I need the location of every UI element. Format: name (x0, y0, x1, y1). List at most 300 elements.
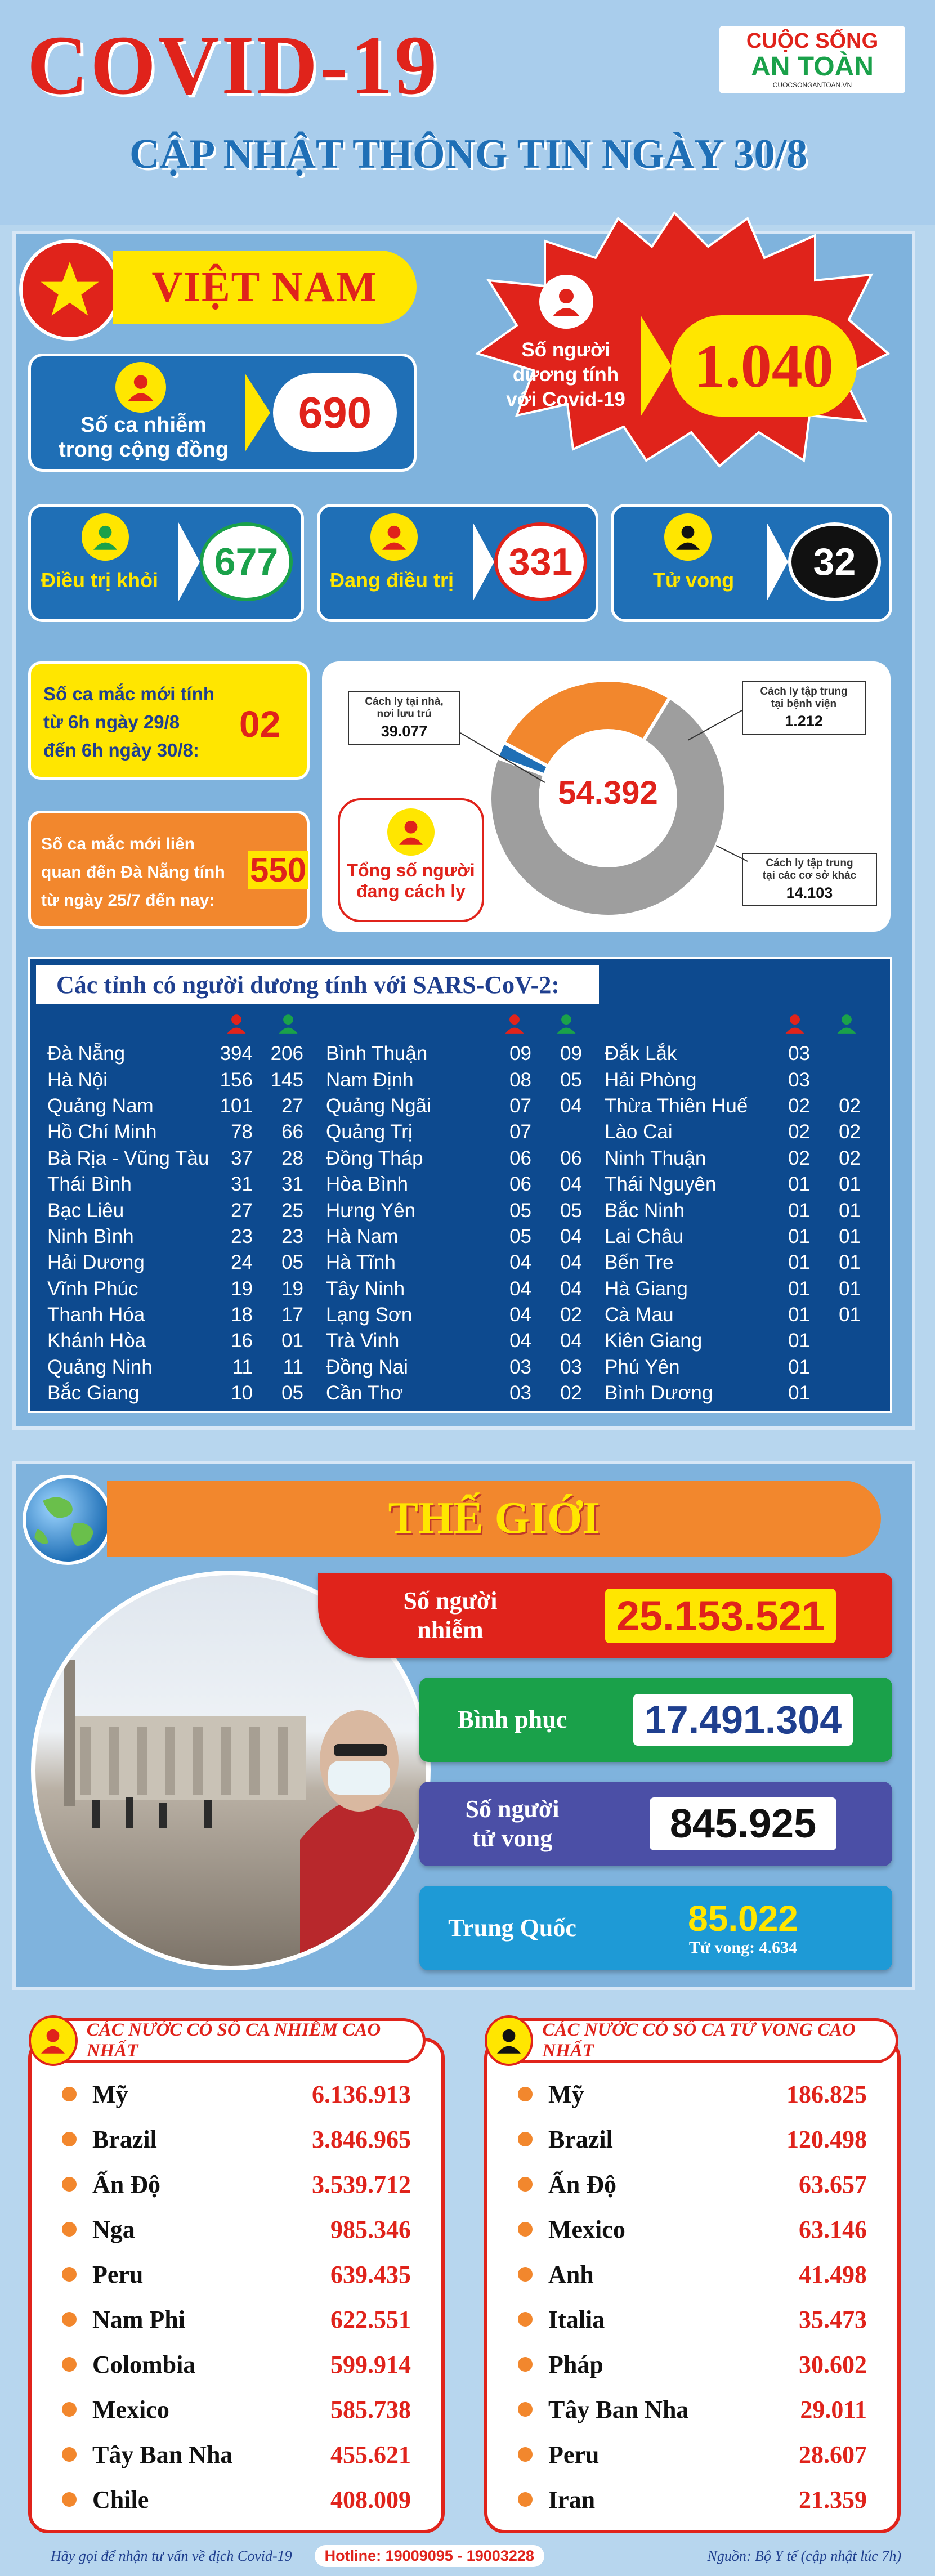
province-row (605, 1146, 861, 1171)
new-cases-panel (28, 661, 310, 780)
footer-hotline: Hotline: 19009095 - 19003228 (315, 2545, 544, 2567)
country-value: 41.498 (799, 2260, 867, 2288)
province-recovered: 01 (839, 1173, 861, 1196)
facility-isolation-callout: Cách ly tập trung tại các cơ sở khác 14.103 (742, 853, 877, 906)
province-infected: 16 (231, 1330, 253, 1352)
province-infected: 01 (788, 1356, 810, 1378)
province-name: Kiên Giang (605, 1330, 703, 1352)
province-row (605, 1119, 861, 1145)
bullet-icon (518, 2267, 533, 2282)
ranking-row (518, 2432, 867, 2477)
province-name: Bình Dương (605, 1382, 713, 1405)
province-name: Quảng Trị (326, 1121, 413, 1143)
provinces-column-2 (326, 1041, 582, 1406)
ranking-row (62, 2387, 411, 2432)
country-value: 63.146 (799, 2215, 867, 2243)
country-name: Anh (548, 2260, 594, 2288)
new-cases-value: 02 (239, 703, 281, 745)
province-infected: 78 (231, 1121, 253, 1143)
country-value: 408.009 (330, 2485, 411, 2514)
bullet-icon (62, 2177, 77, 2192)
province-row (326, 1197, 582, 1223)
province-row (47, 1302, 303, 1328)
bullet-icon (518, 2087, 533, 2101)
deaths-panel (611, 504, 892, 622)
province-name: Bà Rịa - Vũng Tàu (47, 1147, 209, 1169)
province-row (605, 1067, 861, 1093)
province-name: Hòa Bình (326, 1173, 408, 1196)
province-infected: 01 (788, 1199, 810, 1222)
world-title: THẾ GIỚI (388, 1493, 600, 1543)
top-cases-user-icon (29, 2015, 78, 2066)
total-value-box (671, 315, 857, 417)
provinces-column-3 (605, 1041, 861, 1406)
province-recovered: 05 (560, 1199, 582, 1222)
col2-recovered-icon (554, 1011, 579, 1039)
province-recovered: 05 (281, 1251, 303, 1274)
province-infected: 02 (788, 1121, 810, 1143)
province-row (326, 1224, 582, 1250)
province-recovered: 02 (839, 1121, 861, 1143)
ranking-row (518, 2117, 867, 2162)
province-recovered: 04 (560, 1277, 582, 1300)
china-row: Trung Quốc 85.022 Tử vong: 4.634 (419, 1886, 892, 1970)
country-value: 21.359 (799, 2485, 867, 2514)
province-infected: 04 (509, 1330, 531, 1352)
province-row (326, 1276, 582, 1302)
province-recovered: 11 (283, 1356, 303, 1378)
country-name: Tây Ban Nha (548, 2395, 689, 2423)
province-name: Hải Dương (47, 1251, 145, 1274)
province-row (47, 1276, 303, 1302)
province-recovered: 03 (560, 1356, 582, 1378)
province-name: Quảng Ninh (47, 1356, 153, 1378)
community-value-box (273, 373, 397, 452)
province-recovered: 01 (839, 1304, 861, 1326)
province-row (605, 1197, 861, 1223)
bullet-icon (518, 2492, 533, 2507)
world-deaths-value: 845.925 (650, 1797, 836, 1850)
province-name: Phú Yên (605, 1356, 680, 1378)
logo (719, 26, 905, 93)
province-name: Đắk Lắk (605, 1043, 677, 1065)
province-name: Quảng Nam (47, 1094, 154, 1117)
country-name: Mexico (548, 2215, 625, 2243)
province-row (605, 1276, 861, 1302)
ranking-row (518, 2297, 867, 2342)
province-infected: 01 (788, 1251, 810, 1274)
province-row (47, 1354, 303, 1380)
country-value: 3.539.712 (312, 2170, 411, 2198)
province-recovered: 28 (281, 1147, 303, 1169)
facility-isolation-value: 14.103 (786, 884, 833, 901)
province-name: Lào Cai (605, 1121, 673, 1143)
province-recovered: 145 (270, 1068, 303, 1091)
province-recovered: 31 (281, 1173, 303, 1196)
total-label: Số người dương tính với Covid-19 (506, 339, 625, 410)
province-row (47, 1119, 303, 1145)
footer (0, 2536, 935, 2576)
province-name: Trà Vinh (326, 1330, 400, 1352)
province-row (47, 1224, 303, 1250)
province-recovered: 23 (281, 1225, 303, 1247)
province-recovered: 01 (839, 1199, 861, 1222)
bullet-icon (518, 2132, 533, 2146)
bullet-icon (62, 2447, 77, 2462)
country-name: Mexico (92, 2395, 169, 2423)
province-row (605, 1041, 861, 1067)
province-name: Ninh Bình (47, 1225, 134, 1247)
country-name: Colombia (92, 2350, 196, 2378)
ranking-row (62, 2252, 411, 2297)
provinces-panel (28, 957, 892, 1413)
top-cases-header (32, 2018, 426, 2063)
country-name: Nga (92, 2215, 135, 2243)
col3-recovered-icon (834, 1011, 859, 1039)
province-infected: 01 (788, 1304, 810, 1326)
province-recovered: 04 (560, 1173, 582, 1196)
isolated-user-icon (387, 808, 435, 856)
ranking-row (62, 2117, 411, 2162)
country-name: Italia (548, 2305, 605, 2333)
ranking-row (518, 2477, 867, 2522)
province-infected: 06 (509, 1173, 531, 1196)
province-row (605, 1171, 861, 1197)
province-recovered: 01 (839, 1225, 861, 1247)
provinces-title: Các tỉnh có người dương tính với SARS-CoV-2: (56, 971, 560, 999)
ranking-row (62, 2432, 411, 2477)
province-infected: 05 (509, 1199, 531, 1222)
country-value: 30.602 (799, 2350, 867, 2378)
province-infected: 01 (788, 1225, 810, 1247)
ranking-row (62, 2162, 411, 2207)
province-name: Hà Nội (47, 1068, 108, 1091)
recovered-value: 677 (200, 522, 293, 601)
globe-icon (23, 1475, 113, 1565)
bullet-icon (62, 2267, 77, 2282)
country-value: 585.738 (330, 2395, 411, 2423)
province-name: Cà Mau (605, 1304, 674, 1326)
province-name: Hải Phòng (605, 1068, 697, 1091)
treating-panel (317, 504, 598, 622)
province-recovered (810, 1380, 861, 1406)
country-name: Ấn Độ (548, 2170, 617, 2198)
province-recovered: 02 (839, 1147, 861, 1169)
provinces-column-1 (47, 1041, 303, 1406)
home-isolation-callout: Cách ly tại nhà, nơi lưu trú 39.077 (348, 691, 460, 745)
province-recovered (810, 1041, 861, 1067)
country-value: 3.846.965 (312, 2125, 411, 2153)
province-infected: 10 (231, 1382, 253, 1405)
treating-label: Đang điều trị (330, 569, 454, 592)
isolation-total-value: 54.392 (558, 775, 658, 811)
province-infected: 03 (509, 1382, 531, 1405)
danang-panel (28, 811, 310, 929)
top-cases-list (62, 2072, 411, 2522)
country-value: 120.498 (786, 2125, 867, 2153)
province-name: Bắc Giang (47, 1382, 140, 1405)
province-row (326, 1250, 582, 1276)
province-recovered (810, 1328, 861, 1354)
country-name: Ấn Độ (92, 2170, 161, 2198)
isolated-total-box: Tổng số người đang cách ly (338, 798, 484, 922)
china-deaths: Tử vong: 4.634 (688, 1938, 798, 1957)
province-infected: 05 (509, 1225, 531, 1247)
country-name: Chile (92, 2485, 149, 2514)
country-name: Nam Phi (92, 2305, 185, 2333)
bullet-icon (518, 2312, 533, 2327)
bullet-icon (518, 2357, 533, 2372)
province-name: Cần Thơ (326, 1382, 404, 1405)
province-row (47, 1250, 303, 1276)
col1-recovered-icon (276, 1011, 301, 1039)
province-recovered: 05 (560, 1068, 582, 1091)
country-value: 35.473 (799, 2305, 867, 2333)
province-infected: 09 (509, 1043, 531, 1065)
treating-user-icon (370, 513, 418, 561)
bullet-icon (62, 2087, 77, 2101)
province-row (47, 1041, 303, 1067)
province-row (605, 1302, 861, 1328)
col3-infected-icon (782, 1011, 807, 1039)
country-value: 28.607 (799, 2440, 867, 2468)
province-row (47, 1328, 303, 1354)
province-infected: 02 (788, 1147, 810, 1169)
province-recovered: 02 (560, 1304, 582, 1326)
country-name: Pháp (548, 2350, 603, 2378)
country-value: 599.914 (330, 2350, 411, 2378)
bullet-icon (518, 2222, 533, 2237)
province-infected: 01 (788, 1330, 810, 1352)
province-infected: 03 (788, 1043, 810, 1065)
province-infected: 08 (509, 1068, 531, 1091)
bullet-icon (62, 2312, 77, 2327)
province-infected: 01 (788, 1382, 810, 1405)
province-name: Thái Bình (47, 1173, 132, 1196)
ranking-row (62, 2342, 411, 2387)
province-name: Thanh Hóa (47, 1304, 145, 1326)
province-row (605, 1380, 861, 1406)
country-value: 622.551 (330, 2305, 411, 2333)
top-deaths-list (518, 2072, 867, 2522)
province-recovered: 02 (560, 1382, 582, 1405)
province-recovered: 01 (839, 1251, 861, 1274)
footer-source: Nguồn: Bộ Y tế (cập nhật lúc 7h) (707, 2547, 901, 2564)
province-recovered (810, 1067, 861, 1093)
province-name: Bạc Liêu (47, 1199, 124, 1222)
hospital-callout-line (687, 709, 743, 743)
community-label: Số ca nhiễm trong cộng đồng (59, 413, 229, 462)
province-row (605, 1224, 861, 1250)
vietnam-title: VIỆT NAM (151, 263, 378, 311)
vietnam-title-bar (113, 251, 417, 324)
recovered-user-icon (82, 513, 129, 561)
facility-callout-line (715, 844, 749, 867)
country-value: 29.011 (800, 2395, 867, 2423)
recovered-panel (28, 504, 304, 622)
bullet-icon (62, 2492, 77, 2507)
province-name: Hà Nam (326, 1225, 399, 1247)
province-name: Thái Nguyên (605, 1173, 717, 1196)
province-name: Bắc Ninh (605, 1199, 685, 1222)
country-value: 639.435 (330, 2260, 411, 2288)
ranking-row (518, 2387, 867, 2432)
province-infected: 27 (231, 1199, 253, 1222)
hospital-isolation-callout: Cách ly tập trung tại bệnh viện 1.212 (742, 681, 866, 735)
ranking-row (518, 2252, 867, 2297)
province-recovered: 04 (560, 1094, 582, 1117)
top-cases-title: CÁC NƯỚC CÓ SỐ CA NHIỄM CAO NHẤT (86, 2020, 381, 2061)
col1-infected-icon (224, 1011, 249, 1039)
province-row (326, 1354, 582, 1380)
province-infected: 04 (509, 1251, 531, 1274)
province-recovered: 19 (281, 1277, 303, 1300)
country-value: 186.825 (786, 2080, 867, 2108)
country-name: Peru (548, 2440, 600, 2468)
province-infected: 02 (788, 1094, 810, 1117)
province-name: Lai Châu (605, 1225, 684, 1247)
province-name: Hồ Chí Minh (47, 1121, 157, 1143)
province-name: Hà Tĩnh (326, 1251, 396, 1274)
ranking-row (62, 2297, 411, 2342)
recovered-label: Điều trị khỏi (41, 569, 159, 592)
province-recovered (531, 1119, 582, 1145)
ranking-row (518, 2162, 867, 2207)
bullet-icon (518, 2447, 533, 2462)
page-title: COVID-19 (27, 19, 439, 112)
country-name: Brazil (548, 2125, 613, 2153)
country-name: Peru (92, 2260, 144, 2288)
header (0, 0, 935, 225)
province-infected: 37 (231, 1147, 253, 1169)
deaths-value: 32 (788, 522, 881, 601)
province-recovered: 05 (281, 1382, 303, 1405)
ranking-row (518, 2342, 867, 2387)
total-value: 1.040 (694, 331, 834, 400)
page-subtitle: CẬP NHẬT THÔNG TIN NGÀY 30/8 (129, 131, 808, 177)
province-row (47, 1171, 303, 1197)
footer-call-text: Hãy gọi để nhận tư vấn về dịch Covid-19 (51, 2547, 292, 2564)
ranking-row (62, 2477, 411, 2522)
top-deaths-header (487, 2018, 898, 2063)
country-value: 63.657 (799, 2170, 867, 2198)
province-recovered: 25 (281, 1199, 303, 1222)
province-recovered: 02 (839, 1094, 861, 1117)
bullet-icon (518, 2402, 533, 2417)
province-row (47, 1146, 303, 1171)
country-value: 455.621 (330, 2440, 411, 2468)
province-infected: 101 (220, 1094, 253, 1117)
province-name: Đồng Tháp (326, 1147, 423, 1169)
province-infected: 19 (231, 1277, 253, 1300)
province-infected: 31 (231, 1173, 253, 1196)
province-name: Bình Thuận (326, 1043, 428, 1065)
country-name: Brazil (92, 2125, 157, 2153)
province-infected: 11 (232, 1356, 253, 1378)
vietnam-flag-icon (19, 239, 120, 341)
treating-arrow (473, 522, 494, 601)
province-row (47, 1197, 303, 1223)
deaths-user-icon (664, 513, 712, 561)
province-row (605, 1250, 861, 1276)
world-recovered-row: Bình phục 17.491.304 (419, 1678, 892, 1762)
world-title-bar (107, 1481, 881, 1557)
province-row (47, 1067, 303, 1093)
province-recovered: 17 (281, 1304, 303, 1326)
province-row (326, 1146, 582, 1171)
province-infected: 07 (509, 1121, 531, 1143)
province-name: Bến Tre (605, 1251, 674, 1274)
province-row (47, 1093, 303, 1119)
bullet-icon (62, 2402, 77, 2417)
country-name: Tây Ban Nha (92, 2440, 233, 2468)
province-name: Hưng Yên (326, 1199, 416, 1222)
province-infected: 156 (220, 1068, 253, 1091)
danang-value: 550 (248, 851, 308, 889)
province-row (605, 1354, 861, 1380)
province-name: Quảng Ngãi (326, 1094, 431, 1117)
province-name: Khánh Hòa (47, 1330, 146, 1352)
province-recovered: 01 (281, 1330, 303, 1352)
total-user-icon (539, 275, 593, 329)
community-arrow (245, 373, 270, 452)
community-value: 690 (298, 387, 372, 437)
province-name: Thừa Thiên Huế (605, 1094, 748, 1117)
province-recovered: 206 (270, 1043, 303, 1065)
province-name: Hà Giang (605, 1277, 688, 1300)
province-infected: 04 (509, 1304, 531, 1326)
hospital-isolation-value: 1.212 (785, 713, 823, 730)
recovered-arrow (178, 522, 200, 601)
province-infected: 01 (788, 1277, 810, 1300)
world-recovered-value: 17.491.304 (633, 1694, 853, 1746)
province-name: Ninh Thuận (605, 1147, 706, 1169)
treating-value: 331 (494, 522, 587, 601)
province-infected: 03 (788, 1068, 810, 1091)
provinces-title-box (36, 965, 599, 1004)
bullet-icon (62, 2222, 77, 2237)
province-row (326, 1328, 582, 1354)
province-infected: 06 (509, 1147, 531, 1169)
country-value: 6.136.913 (312, 2080, 411, 2108)
world-infected-row: Số người nhiễm 25.153.521 (318, 1573, 892, 1658)
province-infected: 18 (231, 1304, 253, 1326)
ranking-row (62, 2207, 411, 2252)
logo-url: CUOCSONGANTOAN.VN (772, 81, 852, 89)
province-infected: 394 (220, 1043, 253, 1065)
country-name: Mỹ (92, 2080, 128, 2108)
province-row (605, 1093, 861, 1119)
province-infected: 04 (509, 1277, 531, 1300)
china-value: 85.022 (688, 1898, 798, 1939)
ranking-row (518, 2072, 867, 2117)
province-row (326, 1171, 582, 1197)
new-cases-label: Số ca mắc mới tính từ 6h ngày 29/8 đến 6h ngày 30/8: (43, 683, 215, 761)
province-row (326, 1302, 582, 1328)
deaths-arrow (767, 522, 788, 601)
ranking-row (518, 2207, 867, 2252)
top-deaths-title: CÁC NƯỚC CÓ SỐ CA TỬ VONG CAO NHẤT (542, 2020, 856, 2061)
danang-label: Số ca mắc mới liên quan đến Đà Nẵng tính từ ngày 25/7 đến nay: (41, 835, 225, 910)
province-infected: 07 (509, 1094, 531, 1117)
home-isolation-value: 39.077 (381, 723, 428, 740)
province-recovered: 27 (281, 1094, 303, 1117)
province-row (326, 1041, 582, 1067)
province-infected: 01 (788, 1173, 810, 1196)
community-user-icon (115, 362, 166, 413)
province-recovered: 66 (281, 1121, 303, 1143)
province-name: Đà Nẵng (47, 1043, 126, 1065)
